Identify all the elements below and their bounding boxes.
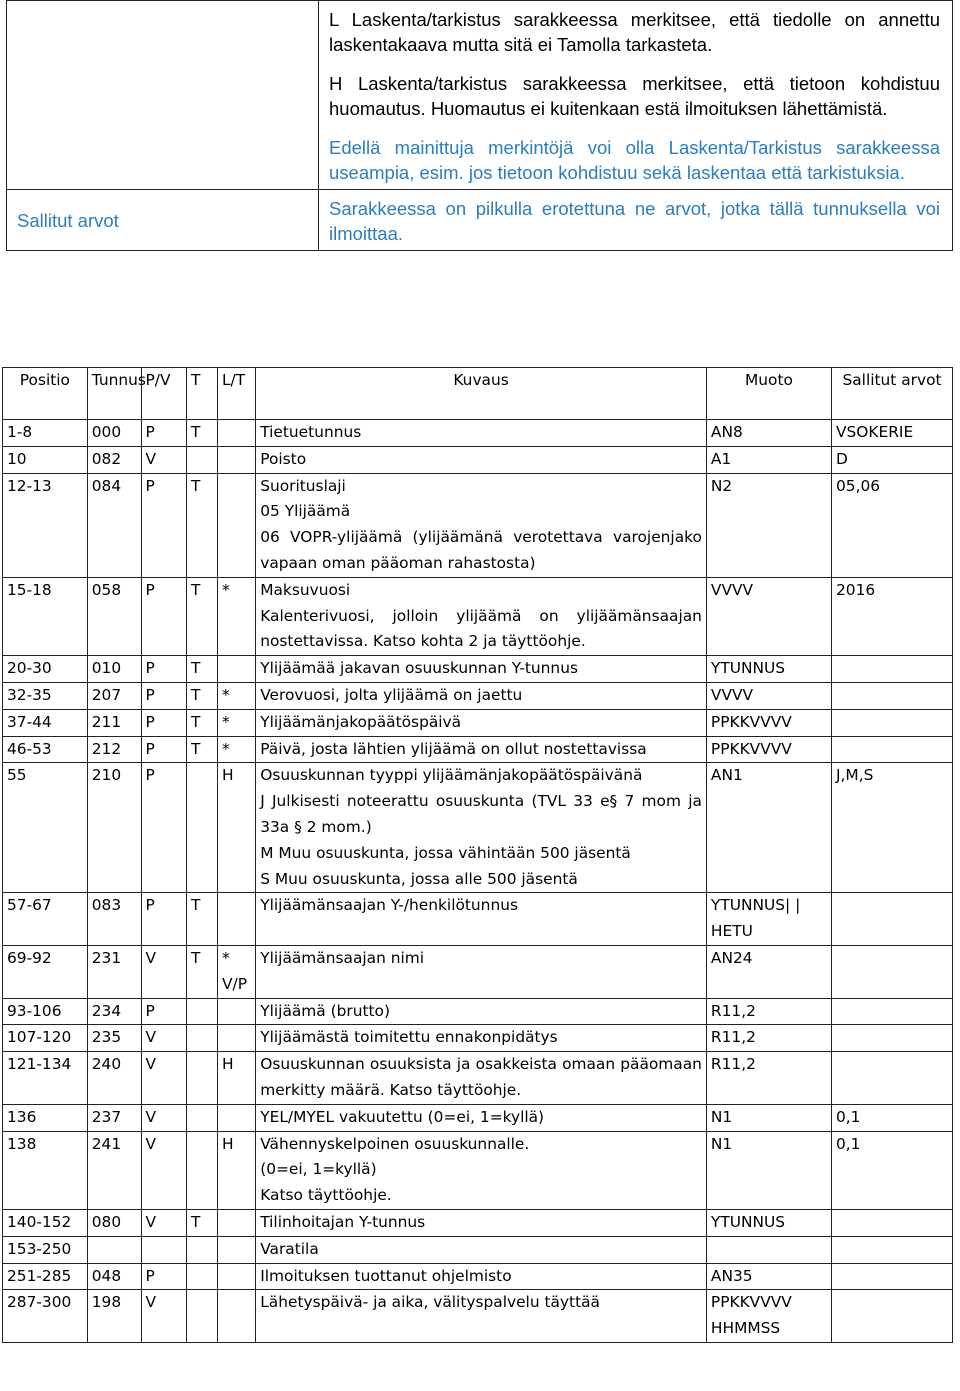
cell-tunnus: 210 <box>87 763 141 893</box>
cell-sallitut <box>832 945 953 998</box>
cell-muoto: VVVV <box>706 577 831 655</box>
cell-t: T <box>186 945 217 998</box>
description-line: Osuuskunnan osuuksista ja osakkeista omaan pääomaan merkitty määrä. Katso täyttöohje. <box>260 1055 702 1099</box>
table-row <box>3 420 953 447</box>
info-paragraph: Sarakkeessa on pilkulla erotettuna ne arvot, jotka tällä tunnuksella voi ilmoittaa. <box>329 198 940 244</box>
cell-tunnus: 211 <box>87 709 141 736</box>
cell-lt <box>217 1263 255 1290</box>
cell-positio: 46-53 <box>3 736 88 763</box>
cell-t: T <box>186 893 217 946</box>
cell-positio: 107-120 <box>3 1025 88 1052</box>
cell-sallitut <box>832 682 953 709</box>
info-text-cell <box>319 1 953 190</box>
cell-pv: V <box>141 1131 186 1209</box>
table-row <box>3 1131 953 1209</box>
cell-lt <box>217 473 255 577</box>
info-row-allowed-values <box>7 190 953 251</box>
cell-positio: 121-134 <box>3 1052 88 1105</box>
cell-muoto: VVVV <box>706 682 831 709</box>
cell-sallitut <box>832 1263 953 1290</box>
cell-muoto: N1 <box>706 1104 831 1131</box>
cell-kuvaus <box>256 1025 707 1052</box>
cell-t: T <box>186 577 217 655</box>
table-row <box>3 1025 953 1052</box>
description-line: Päivä, josta lähtien ylijäämä on ollut nostettavissa <box>260 739 647 758</box>
cell-tunnus: 231 <box>87 945 141 998</box>
description-line: Suorituslaji <box>260 476 346 495</box>
table-row <box>3 709 953 736</box>
cell-sallitut: J,M,S <box>832 763 953 893</box>
cell-positio: 37-44 <box>3 709 88 736</box>
cell-positio: 287-300 <box>3 1290 88 1343</box>
cell-tunnus: 198 <box>87 1290 141 1343</box>
cell-kuvaus <box>256 893 707 946</box>
description-line: YEL/MYEL vakuutettu (0=ei, 1=kyllä) <box>260 1107 545 1126</box>
cell-tunnus: 082 <box>87 446 141 473</box>
cell-kuvaus <box>256 1290 707 1343</box>
info-paragraph: Edellä mainittuja merkintöjä voi olla Laskenta/Tarkistus sarakkeessa useampia, esim. jos tietoon kohdistuu sekä laskentaa että tarkistuksia. <box>329 137 940 183</box>
cell-t: T <box>186 682 217 709</box>
cell-lt: * <box>217 736 255 763</box>
cell-kuvaus <box>256 709 707 736</box>
cell-pv: P <box>141 709 186 736</box>
cell-tunnus: 000 <box>87 420 141 447</box>
cell-t <box>186 1290 217 1343</box>
description-line: Ylijäämää jakavan osuuskunnan Y-tunnus <box>260 659 578 678</box>
cell-pv: V <box>141 945 186 998</box>
header-kuvaus: Kuvaus <box>256 368 707 420</box>
cell-tunnus: 058 <box>87 577 141 655</box>
cell-kuvaus <box>256 998 707 1025</box>
info-label-cell <box>7 190 319 251</box>
cell-t <box>186 1236 217 1263</box>
info-paragraph: L Laskenta/tarkistus sarakkeessa merkitsee, että tiedolle on annettu laskentakaava mutta sitä ei Tamolla tarkasteta. <box>329 9 940 55</box>
cell-positio: 12-13 <box>3 473 88 577</box>
cell-lt <box>217 1025 255 1052</box>
cell-t <box>186 998 217 1025</box>
cell-sallitut: 05,06 <box>832 473 953 577</box>
cell-kuvaus <box>256 656 707 683</box>
cell-kuvaus <box>256 1263 707 1290</box>
table-row <box>3 1236 953 1263</box>
cell-positio: 15-18 <box>3 577 88 655</box>
cell-t <box>186 763 217 893</box>
cell-tunnus: 080 <box>87 1209 141 1236</box>
description-line: Ilmoituksen tuottanut ohjelmisto <box>260 1266 512 1285</box>
description-line: Vähennyskelpoinen osuuskunnalle. <box>260 1134 530 1153</box>
description-line: Verovuosi, jolta ylijäämä on jaettu <box>260 685 523 704</box>
info-paragraph: H Laskenta/tarkistus sarakkeessa merkitsee, että tietoon kohdistuu huomautus. Huomautus ei kuitenkaan estä ilmoituksen lähettämistä. <box>329 73 940 119</box>
cell-positio: 10 <box>3 446 88 473</box>
info-text-cell <box>319 190 953 251</box>
table-row <box>3 446 953 473</box>
cell-t: T <box>186 736 217 763</box>
description-line: Ylijäämänsaajan nimi <box>260 948 425 967</box>
cell-kuvaus <box>256 420 707 447</box>
description-line: Ylijäämänjakopäätöspäivä <box>260 712 462 731</box>
cell-positio: 140-152 <box>3 1209 88 1236</box>
cell-sallitut: VSOKERIE <box>832 420 953 447</box>
cell-muoto: R11,2 <box>706 998 831 1025</box>
cell-muoto: N2 <box>706 473 831 577</box>
cell-t: T <box>186 420 217 447</box>
cell-sallitut <box>832 1236 953 1263</box>
cell-lt: * <box>217 577 255 655</box>
info-label-cell <box>7 1 319 190</box>
description-line: Tietuetunnus <box>260 423 362 441</box>
cell-lt <box>217 893 255 946</box>
description-line: Poisto <box>260 449 307 468</box>
cell-kuvaus <box>256 473 707 577</box>
cell-t <box>186 1025 217 1052</box>
cell-pv: P <box>141 420 186 447</box>
cell-positio: 138 <box>3 1131 88 1209</box>
cell-muoto: AN1 <box>706 763 831 893</box>
cell-sallitut <box>832 736 953 763</box>
cell-tunnus: 212 <box>87 736 141 763</box>
cell-pv: P <box>141 736 186 763</box>
cell-tunnus: 048 <box>87 1263 141 1290</box>
cell-t: T <box>186 656 217 683</box>
header-t: T <box>186 368 217 420</box>
cell-positio: 251-285 <box>3 1263 88 1290</box>
cell-sallitut <box>832 1209 953 1236</box>
description-line: Katso täyttöohje. <box>260 1186 392 1205</box>
cell-sallitut: 2016 <box>832 577 953 655</box>
description-line: Maksuvuosi <box>260 580 351 599</box>
description-line: Ylijäämästä toimitettu ennakonpidätys <box>260 1028 558 1047</box>
cell-lt <box>217 656 255 683</box>
cell-positio: 153-250 <box>3 1236 88 1263</box>
table-row <box>3 763 953 893</box>
cell-muoto <box>706 1236 831 1263</box>
cell-sallitut <box>832 1290 953 1343</box>
cell-tunnus: 235 <box>87 1025 141 1052</box>
table-row <box>3 473 953 577</box>
cell-kuvaus <box>256 446 707 473</box>
cell-tunnus: 207 <box>87 682 141 709</box>
cell-t <box>186 446 217 473</box>
cell-pv: V <box>141 1025 186 1052</box>
cell-muoto: PPKKVVVV <box>706 736 831 763</box>
cell-kuvaus <box>256 1104 707 1131</box>
cell-lt: H <box>217 1052 255 1105</box>
cell-kuvaus <box>256 763 707 893</box>
cell-kuvaus <box>256 1236 707 1263</box>
cell-tunnus: 234 <box>87 998 141 1025</box>
cell-t: T <box>186 709 217 736</box>
table-row <box>3 945 953 998</box>
cell-lt <box>217 420 255 447</box>
cell-muoto: AN24 <box>706 945 831 998</box>
cell-pv: P <box>141 577 186 655</box>
table-header-row <box>3 368 953 420</box>
cell-kuvaus <box>256 577 707 655</box>
description-line: 05 Ylijäämä <box>260 502 351 521</box>
description-line: M Muu osuuskunta, jossa vähintään 500 jäsentä <box>260 843 631 862</box>
cell-pv: V <box>141 1104 186 1131</box>
description-line: Ylijäämä (brutto) <box>260 1001 390 1020</box>
cell-lt <box>217 1236 255 1263</box>
cell-tunnus: 237 <box>87 1104 141 1131</box>
cell-sallitut: D <box>832 446 953 473</box>
cell-positio: 20-30 <box>3 656 88 683</box>
header-lt: L/T <box>217 368 255 420</box>
header-tunnus: Tunnus <box>87 368 141 420</box>
info-label: Sallitut arvot <box>17 209 119 231</box>
record-table <box>2 367 953 1343</box>
info-label <box>7 1 318 9</box>
cell-t <box>186 1104 217 1131</box>
cell-t <box>186 1052 217 1105</box>
cell-sallitut <box>832 709 953 736</box>
cell-tunnus: 083 <box>87 893 141 946</box>
cell-sallitut <box>832 998 953 1025</box>
cell-positio: 69-92 <box>3 945 88 998</box>
cell-t <box>186 1131 217 1209</box>
table-row <box>3 998 953 1025</box>
cell-positio: 1-8 <box>3 420 88 447</box>
cell-pv: V <box>141 1052 186 1105</box>
table-row <box>3 1209 953 1236</box>
cell-kuvaus <box>256 1052 707 1105</box>
cell-lt: * <box>217 682 255 709</box>
header-positio: Positio <box>3 368 88 420</box>
cell-lt <box>217 1209 255 1236</box>
cell-muoto: N1 <box>706 1131 831 1209</box>
cell-sallitut <box>832 1025 953 1052</box>
cell-lt <box>217 1290 255 1343</box>
cell-pv: P <box>141 682 186 709</box>
cell-sallitut <box>832 893 953 946</box>
table-row <box>3 736 953 763</box>
cell-tunnus: 240 <box>87 1052 141 1105</box>
description-line: Lähetyspäivä- ja aika, välityspalvelu täyttää <box>260 1293 600 1312</box>
cell-pv: V <box>141 1290 186 1343</box>
cell-tunnus: 241 <box>87 1131 141 1209</box>
cell-muoto: R11,2 <box>706 1025 831 1052</box>
cell-t <box>186 1263 217 1290</box>
cell-pv: P <box>141 1263 186 1290</box>
description-line: Osuuskunnan tyyppi ylijäämänjakopäätöspäivänä <box>260 766 643 785</box>
cell-sallitut: 0,1 <box>832 1131 953 1209</box>
description-line: J Julkisesti noteerattu osuuskunta (TVL 33 e§ 7 mom ja 33a § 2 mom.) <box>260 792 702 836</box>
cell-sallitut: 0,1 <box>832 1104 953 1131</box>
table-row <box>3 1052 953 1105</box>
cell-muoto: AN35 <box>706 1263 831 1290</box>
table-row <box>3 1290 953 1343</box>
info-row-codes <box>7 1 953 190</box>
cell-kuvaus <box>256 682 707 709</box>
cell-lt <box>217 446 255 473</box>
description-line: Varatila <box>260 1239 319 1258</box>
cell-t: T <box>186 473 217 577</box>
cell-lt <box>217 1104 255 1131</box>
header-sallitut: Sallitut arvot <box>832 368 953 420</box>
cell-pv: P <box>141 763 186 893</box>
cell-muoto: A1 <box>706 446 831 473</box>
table-row <box>3 682 953 709</box>
cell-pv: V <box>141 1209 186 1236</box>
cell-lt: * <box>217 709 255 736</box>
cell-pv: P <box>141 656 186 683</box>
description-line: S Muu osuuskunta, jossa alle 500 jäsentä <box>260 869 578 888</box>
cell-muoto: R11,2 <box>706 1052 831 1105</box>
cell-muoto: PPKKVVVV <box>706 709 831 736</box>
description-line: Tilinhoitajan Y-tunnus <box>260 1212 426 1231</box>
cell-positio: 57-67 <box>3 893 88 946</box>
cell-pv: P <box>141 998 186 1025</box>
cell-sallitut <box>832 1052 953 1105</box>
cell-pv: V <box>141 446 186 473</box>
cell-muoto: AN8 <box>706 420 831 447</box>
cell-positio: 32-35 <box>3 682 88 709</box>
header-muoto: Muoto <box>706 368 831 420</box>
cell-muoto: YTUNNUS <box>706 656 831 683</box>
cell-tunnus <box>87 1236 141 1263</box>
cell-lt: * V/P <box>217 945 255 998</box>
cell-lt: H <box>217 763 255 893</box>
cell-pv <box>141 1236 186 1263</box>
info-table <box>6 0 953 251</box>
description-line: (0=ei, 1=kyllä) <box>260 1160 377 1179</box>
header-pv: P/V <box>141 368 186 420</box>
table-row <box>3 577 953 655</box>
cell-sallitut <box>832 656 953 683</box>
cell-muoto: YTUNNUS| | HETU <box>706 893 831 946</box>
cell-positio: 55 <box>3 763 88 893</box>
table-row <box>3 656 953 683</box>
cell-positio: 93-106 <box>3 998 88 1025</box>
table-row <box>3 893 953 946</box>
table-row <box>3 1104 953 1131</box>
cell-kuvaus <box>256 1131 707 1209</box>
description-line: Ylijäämänsaajan Y-/henkilötunnus <box>260 896 518 915</box>
cell-kuvaus <box>256 945 707 998</box>
cell-muoto: YTUNNUS <box>706 1209 831 1236</box>
cell-kuvaus <box>256 736 707 763</box>
cell-positio: 136 <box>3 1104 88 1131</box>
cell-kuvaus <box>256 1209 707 1236</box>
cell-tunnus: 010 <box>87 656 141 683</box>
table-row <box>3 1263 953 1290</box>
cell-lt: H <box>217 1131 255 1209</box>
cell-tunnus: 084 <box>87 473 141 577</box>
cell-pv: P <box>141 473 186 577</box>
description-line: 06 VOPR-ylijäämä (ylijäämänä verotettava varojenjako vapaan oman pääoman rahastosta) <box>260 528 702 572</box>
cell-muoto: PPKKVVVV HHMMSS <box>706 1290 831 1343</box>
cell-pv: P <box>141 893 186 946</box>
description-line: Kalenterivuosi, jolloin ylijäämä on ylijäämänsaajan nostettavissa. Katso kohta 2 ja täyttöohje. <box>260 606 702 651</box>
cell-lt <box>217 998 255 1025</box>
cell-t: T <box>186 1209 217 1236</box>
